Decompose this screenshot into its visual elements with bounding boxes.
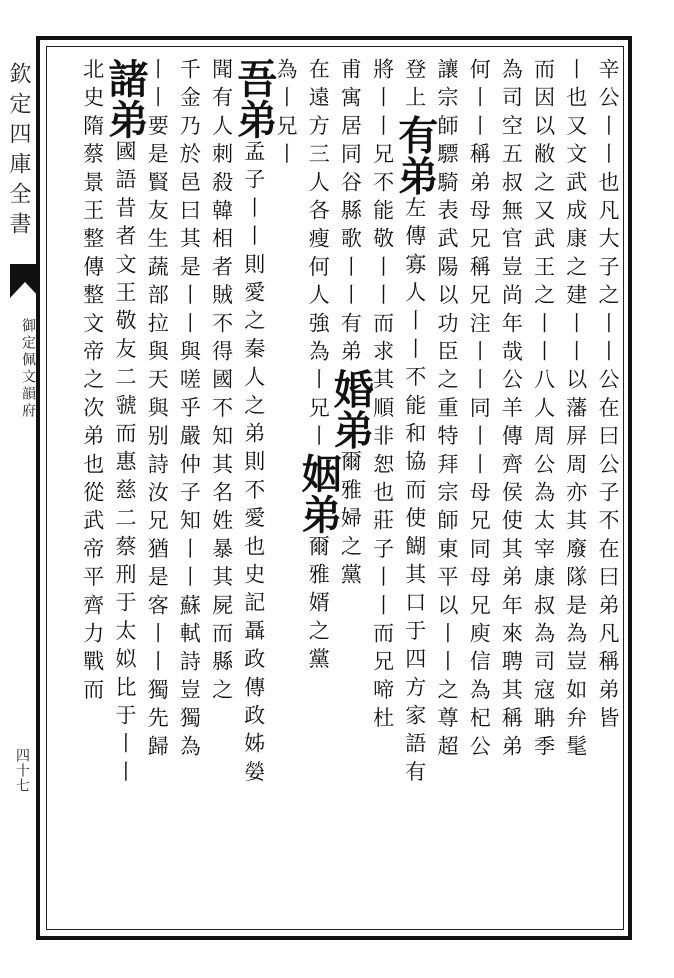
entry-text: 為司空五叔無官豈尚年哉公羊傳齊侯使其弟年來聘其稱弟 (499, 58, 524, 763)
entry-headword: 姻弟 (295, 452, 343, 535)
text-column (141, 58, 173, 918)
entry-text: 甫寓居同谷縣歌丨丨有弟 (338, 58, 363, 369)
entry-text: 讓宗師驃騎表武陽以功臣之重特拜宗師東平以丨丨之尊超 (435, 58, 459, 763)
text-column (367, 58, 399, 918)
entry-text: 爾雅婦之黨 (338, 450, 363, 592)
entry-text: 而因以敝之又武王之丨丨八人周公為太宰康叔為司寇聃季 (531, 58, 556, 763)
text-column (230, 58, 278, 918)
entry-text: 千金乃於邑曰其是丨丨與嗟乎嚴仲子知丨丨蘇軾詩豈獨為 (177, 58, 202, 763)
entry-text: 國語昔者文王敬友二虢而惠慈二蔡刑于太姒比于丨丨 (113, 140, 137, 789)
book-title: 欽定四庫全書 (6, 62, 31, 242)
entry-headword: 諸弟 (102, 58, 149, 140)
text-column (270, 58, 302, 918)
entry-text: 丨丨要是賢友生蔬部拉與天與别詩汝兄猶是客丨丨獨先歸 (145, 58, 170, 763)
text-column (560, 58, 592, 918)
entry-text: 左傳寡人丨丨不能和協而使餬其口于四方家語有 (402, 196, 427, 789)
entry-headword: 婚弟 (327, 368, 375, 451)
text-column (173, 58, 205, 918)
entry-text: 爾雅婿之黨 (306, 534, 331, 676)
text-column (463, 58, 495, 918)
entry-text: 登上 (402, 58, 427, 115)
text-column (77, 58, 109, 918)
entry-text: 聞有人刺殺韓相者賊不得國不知其名姓暴其屍而縣之 (209, 58, 234, 707)
text-column (206, 58, 238, 918)
entry-text: 辛公丨丨也凡大子之丨丨公在曰公子不在曰弟凡稱弟皆 (596, 58, 620, 735)
entry-text: 為丨兄丨 (274, 58, 298, 171)
entry-text: 丨也又文武成康之建丨丨以藩屏周亦其廢隊是為豈如弁髦 (563, 58, 588, 763)
volume-title: 御定佩文韻府 (20, 318, 36, 420)
text-column (495, 58, 527, 918)
text-column (295, 58, 343, 918)
entry-text: 在遠方三人各瘦何人強 (306, 58, 331, 340)
entry-text: 何丨丨稱弟母兄稱兄注丨丨同丨丨母兄同母兄庾信為杞公 (467, 58, 492, 763)
entry-text: 北史隋蔡景王整傳整文帝之次弟也從武帝平齊力戰而 (80, 58, 105, 707)
entry-headword: 吾弟 (230, 58, 278, 140)
entry-text: 孟子丨丨則愛之秦人之弟則不愛也史記聶政傳政姊嫈 (241, 140, 266, 789)
entry-text: 為丨兄丨 (306, 340, 331, 453)
entry-headword: 有弟 (391, 114, 439, 197)
entry-text: 將丨丨兄不能敬丨丨而求其順非恕也莊子丨丨而兄啼杜 (370, 58, 395, 735)
text-column (592, 58, 624, 918)
page-number: 四十七 (14, 748, 30, 793)
text-column (391, 58, 439, 918)
text-column (102, 58, 149, 918)
text-column (528, 58, 560, 918)
